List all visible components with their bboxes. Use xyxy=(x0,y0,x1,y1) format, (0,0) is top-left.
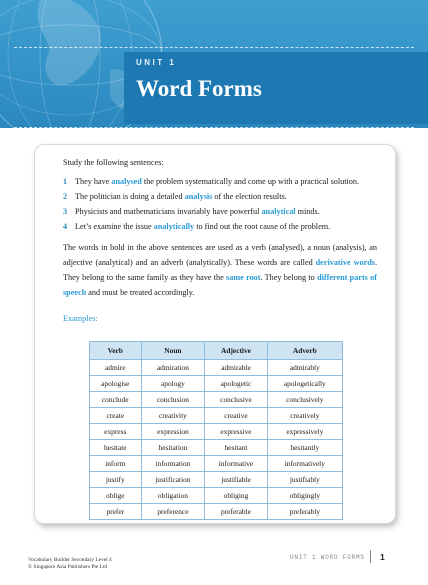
table-cell: creativity xyxy=(141,408,205,424)
table-cell: expression xyxy=(141,424,205,440)
table-cell: create xyxy=(90,408,142,424)
table-cell: conclude xyxy=(90,392,142,408)
table-cell: hesitate xyxy=(90,440,142,456)
table-row xyxy=(90,360,343,376)
table-cell: creative xyxy=(205,408,267,424)
sentence-number: 2 xyxy=(63,192,68,201)
column-header-noun: Noun xyxy=(141,342,205,360)
footer-divider xyxy=(370,550,371,563)
title-block xyxy=(124,52,428,124)
table-row xyxy=(90,408,343,424)
paragraph-text: . They belong to xyxy=(260,273,318,282)
table-cell: preference xyxy=(141,504,205,520)
table-cell: creatively xyxy=(267,408,342,424)
table-cell: apologetically xyxy=(267,376,342,392)
table-cell: conclusion xyxy=(141,392,205,408)
sentence-number: 1 xyxy=(63,177,68,186)
unit-label: UNIT 1 xyxy=(136,58,177,67)
table-row xyxy=(90,456,343,472)
table-cell: prefer xyxy=(90,504,142,520)
table-cell: justifiable xyxy=(205,472,267,488)
table-cell: apology xyxy=(141,376,205,392)
word-forms-table xyxy=(89,341,343,520)
sentence-text: Let’s examine the issue xyxy=(75,222,154,231)
table-cell: information xyxy=(141,456,205,472)
sentence-number: 3 xyxy=(63,207,68,216)
table-cell: admire xyxy=(90,360,142,376)
table-row xyxy=(90,376,343,392)
table-cell: inform xyxy=(90,456,142,472)
sentence-item xyxy=(63,219,359,234)
table-cell: justification xyxy=(141,472,205,488)
sentence-text: minds. xyxy=(295,207,320,216)
key-term: different parts of speech xyxy=(63,273,377,297)
table-header-row xyxy=(90,342,343,360)
table-cell: informative xyxy=(205,456,267,472)
sentence-item xyxy=(63,189,359,204)
table-cell: admirably xyxy=(267,360,342,376)
table-row xyxy=(90,472,343,488)
table-cell: apologetic xyxy=(205,376,267,392)
highlighted-word: analytically xyxy=(153,222,195,231)
table-cell: conclusive xyxy=(205,392,267,408)
column-header-adverb: Adverb xyxy=(267,342,342,360)
sentence-text: the problem systematically and come up with a practical solution. xyxy=(141,177,359,186)
table-cell: expressively xyxy=(267,424,342,440)
intro-text: Study the following sentences: xyxy=(63,158,164,167)
table-row xyxy=(90,440,343,456)
sentence-number: 4 xyxy=(63,222,68,231)
page-number: 1 xyxy=(380,552,385,562)
table-cell: justifiably xyxy=(267,472,342,488)
table-cell: admiration xyxy=(141,360,205,376)
table-row xyxy=(90,424,343,440)
header-banner xyxy=(0,0,428,128)
book-title: Vocabulary Builder Secondary Level 4 xyxy=(28,557,112,563)
table-cell: hesitantly xyxy=(267,440,342,456)
footer-publisher xyxy=(28,557,112,571)
footer-section-label: UNIT 1 WORD FORMS xyxy=(290,554,365,561)
table-cell: preferable xyxy=(205,504,267,520)
explanation-paragraph xyxy=(63,240,377,300)
paragraph-text: The words in bold in the above sentences are used as a verb (analysed), a noun (analysis), an adjective (analytical) and an adverb (analytically). These words are called xyxy=(63,243,377,267)
table-row xyxy=(90,392,343,408)
examples-label: Examples: xyxy=(63,314,98,323)
table-cell: oblige xyxy=(90,488,142,504)
sentence-text: to find out the root cause of the problem. xyxy=(194,222,331,231)
highlighted-word: analysed xyxy=(111,177,142,186)
table-cell: obligation xyxy=(141,488,205,504)
column-header-adjective: Adjective xyxy=(205,342,267,360)
paragraph-text: and must be treated accordingly. xyxy=(86,288,195,297)
table-cell: apologise xyxy=(90,376,142,392)
table-cell: justify xyxy=(90,472,142,488)
table-row xyxy=(90,504,343,520)
sentence-item xyxy=(63,174,359,189)
paragraph-text: . They belong to the same family as they have the xyxy=(63,258,377,282)
content-panel xyxy=(34,144,396,524)
table-cell: hesitant xyxy=(205,440,267,456)
table-cell: obliging xyxy=(205,488,267,504)
sentence-text: The politician is doing a detailed xyxy=(75,192,185,201)
highlighted-word: analysis xyxy=(184,192,213,201)
page-title: Word Forms xyxy=(136,76,262,101)
highlighted-word: analytical xyxy=(261,207,296,216)
table-cell: admirable xyxy=(205,360,267,376)
table-cell: obligingly xyxy=(267,488,342,504)
banner-divider-top xyxy=(14,47,414,48)
table-cell: preferably xyxy=(267,504,342,520)
example-sentences xyxy=(63,174,359,234)
column-header-verb: Verb xyxy=(90,342,142,360)
sentence-text: Physicists and mathematicians invariably have powerful xyxy=(75,207,262,216)
table-row xyxy=(90,488,343,504)
key-term: same root xyxy=(226,273,261,282)
table-cell: express xyxy=(90,424,142,440)
table-cell: informatively xyxy=(267,456,342,472)
copyright-text: © Singapore Asia Publishers Pte Ltd xyxy=(28,564,108,570)
table-cell: conclusively xyxy=(267,392,342,408)
key-term: derivative words xyxy=(315,258,375,267)
sentence-item xyxy=(63,204,359,219)
sentence-text: of the election results. xyxy=(212,192,287,201)
table-cell: expressive xyxy=(205,424,267,440)
sentence-text: They have xyxy=(75,177,112,186)
banner-divider-bottom xyxy=(14,127,414,128)
table-cell: hesitation xyxy=(141,440,205,456)
